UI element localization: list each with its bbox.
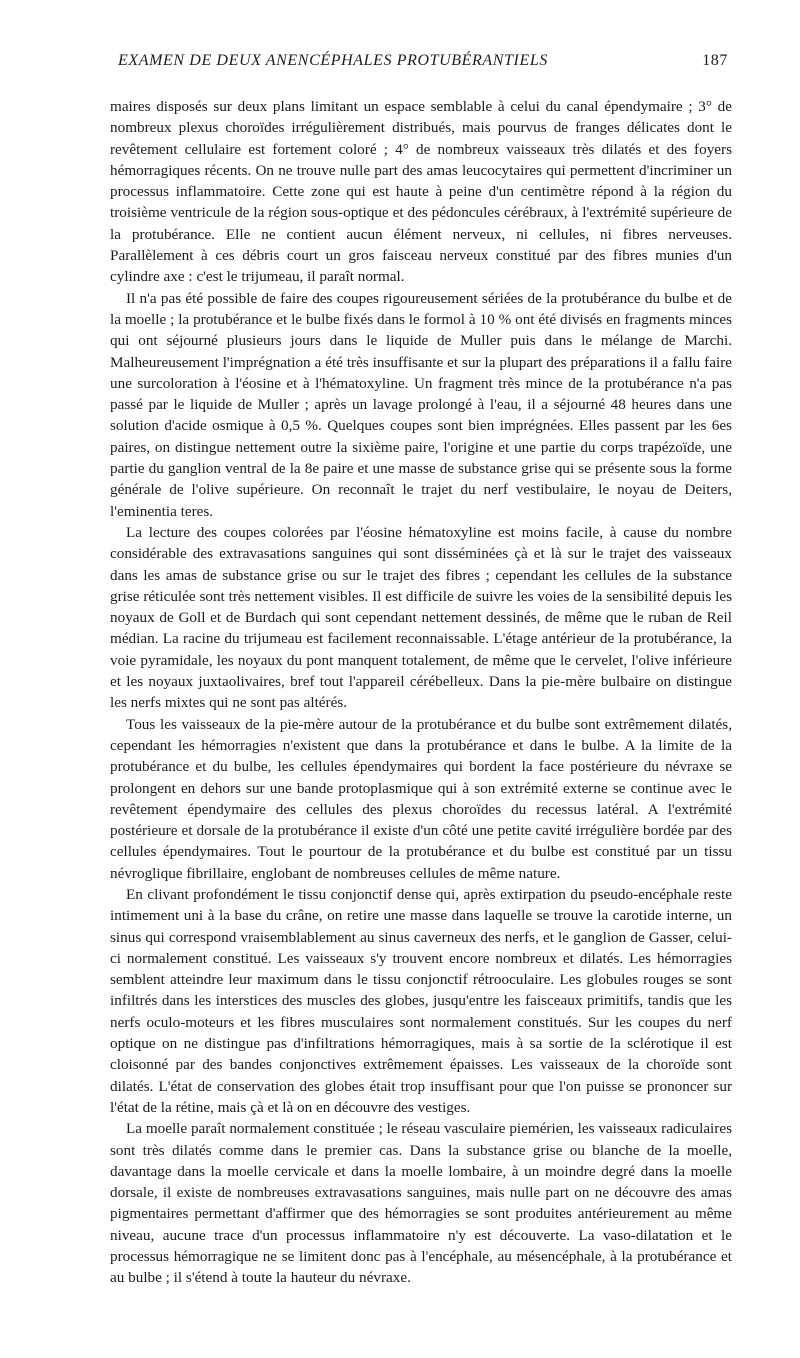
running-title: EXAMEN DE DEUX ANENCÉPHALES PROTUBÉRANTIELS (118, 52, 548, 69)
body-text (110, 96, 732, 1289)
paragraph-1: maires disposés sur deux plans limitant un espace semblable à celui du canal épendymaire ; 3° de nombreux plexus choroïdes irrégulièrement distribués, mais pourvus de franges délicates dont le revêtement cellulaire est fortement coloré ; 4° de nombreux vaisseaux très dilatés et des foyers hémorragiques récents. On ne trouve nulle part des amas leucocytaires qui permettent d'incriminer un processus inflammatoire. Cette zone qui est haute à peine d'un centimètre répond à la région du troisième ventricule de la région sous-optique et des pédoncules cérébraux, à l'extrémité supérieure de la protubérance. Elle ne contient aucun élément nerveux, ni cellules, ni fibres nerveuses. Parallèlement à ces débris court un gros faisceau nerveux constitué par des fibres munies d'un cylindre axe : c'est le trijumeau, il paraît normal. (110, 98, 732, 286)
paragraph-3: La lecture des coupes colorées par l'éosine hématoxyline est moins facile, à cause du nombre considérable des extravasations sanguines qui sont disséminées çà et là sur le trajet des vaisseaux dans les amas de substance grise ou sur le trajet des fibres ; cependant les cellules de la substance grise réticulée sont très nettement visibles. Il est difficile de suivre les voies de la sensibilité depuis les noyaux de Goll et de Burdach qui sont cependant nettement dessinés, de même que le ruban de Reil médian. La racine du trijumeau est facilement reconnaissable. L'étage antérieur de la protubérance, la voie pyramidale, les noyaux du pont manquent totalement, de même que le cervelet, l'olive inférieure et les noyaux juxtaolivaires, bref tout l'appareil cérébelleux. Dans la pie-mère bulbaire on distingue les nerfs mixtes qui ne sont pas altérés. (110, 523, 732, 712)
running-header (96, 52, 728, 78)
paragraph-6: La moelle paraît normalement constituée ; le réseau vasculaire piemérien, les vaisseaux radiculaires sont très dilatés comme dans le premier cas. Dans la substance grise ou blanche de la moelle, davantage dans la moelle cervicale et dans la moelle lombaire, à un moindre degré dans la moelle dorsale, il existe de nombreuses extravasations sanguines, mais nulle part on ne découvre des amas pigmentaires permettant d'affirmer que des hémorragies se sont produites antérieurement au même niveau, aucune trace d'un processus inflammatoire n'y est découverte. La vaso-dilatation et le processus hémorragique ne se limitent donc pas à l'encéphale, au mésencéphale, à la protubérance et au bulbe ; il s'étend à toute la hauteur du névraxe. (110, 1120, 732, 1287)
page-number: 187 (702, 52, 728, 69)
paragraph-2: Il n'a pas été possible de faire des coupes rigoureusement sériées de la protubérance du bulbe et de la moelle ; la protubérance et le bulbe fixés dans le formol à 10 % ont été divisés en fragments minces qui ont séjourné plusieurs jours dans le liquide de Muller puis dans le mélange de Marchi. Malheureusement l'imprégnation a été très insuffisante et sur la plupart des préparations il a fallu faire une surcoloration à l'éosine et à l'hématoxyline. Un fragment très mince de la protubérance n'a pas passé par le liquide de Muller ; après un lavage prolongé à l'eau, il a séjourné 48 heures dans une solution d'acide osmique à 0,5 %. Quelques coupes sont bien imprégnées. Elles passent par les 6es paires, on distingue nettement outre la sixième paire, l'origine et une partie du corps trapézoïde, une partie du ganglion ventral de la 8e paire et une masse de substance grise qui se présente sous la forme générale de l'olive supérieure. On reconnaît le trajet du nerf vestibulaire, le noyau de Deiters, l'eminentia teres. (110, 289, 732, 520)
paragraph-5: En clivant profondément le tissu conjonctif dense qui, après extirpation du pseudo-encéphale reste intimement uni à la base du crâne, on retire une masse dans laquelle se trouve la carotide interne, un sinus qui correspond vraisemblablement au sinus caverneux des nerfs, et le ganglion de Gasser, celui-ci normalement constitué. Les vaisseaux s'y trouvent encore nombreux et dilatés. Les hémorragies semblent atteindre leur maximum dans le tissu conjonctif rétrooculaire. Les globules rouges se sont infiltrés dans les interstices des muscles des globes, jusqu'entre les faisceaux primitifs, tandis que les nerfs oculo-moteurs et les fibres musculaires sont normalement constitués. Sur les coupes du nerf optique on ne distingue pas d'infiltrations hémorragiques, mais à sa sortie de la sclérotique il est cloisonné par des bandes conjonctives extrêmement épaisses. Les vaisseaux de la choroïde sont dilatés. L'état de conservation des globes était trop insuffisant pour que l'on puisse se prononcer sur l'état de la rétine, mais çà et là on en découvre des vestiges. (110, 885, 732, 1116)
paragraph-4: Tous les vaisseaux de la pie-mère autour de la protubérance et du bulbe sont extrêmement dilatés, cependant les hémorragies n'existent que dans la protubérance et dans le bulbe. A la limite de la protubérance et du bulbe, les cellules épendymaires qui bordent la face postérieure du névraxe se prolongent en dehors sur une bande protoplasmique qui à son extrémité externe se continue avec le revêtement épendymaire des cellules des plexus choroïdes du recessus latéral. A l'extrémité postérieure et dorsale de la protubérance il existe d'un côté une petite cavité irrégulière bordée par des cellules épendymaires. Tout le pourtour de la protubérance et du bulbe est constitué par un tissu névroglique fibrillaire, englobant de nombreuses cellules de même nature. (110, 715, 732, 882)
